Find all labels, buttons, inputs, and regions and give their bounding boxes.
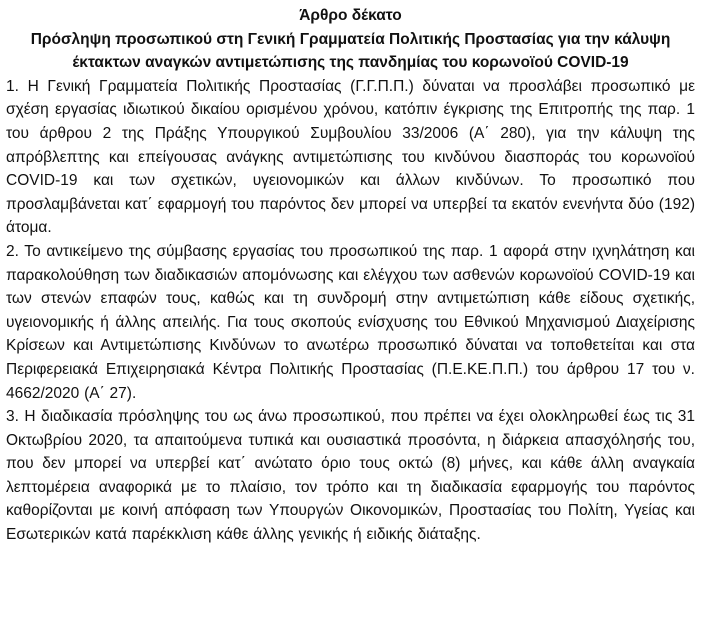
article-title: Πρόσληψη προσωπικού στη Γενική Γραμματεία Πολιτικής Προστασίας για την κάλυψη έκτακτων αναγκών αντιμετώπισης της πανδημίας του κορωνοϊού COVID-19 <box>30 30 671 72</box>
paragraph-3: 3. Η διαδικασία πρόσληψης του ως άνω προσωπικού, που πρέπει να έχει ολοκληρωθεί έως τις 31 Οκτωβρίου 2020, τα απαιτούμενα τυπικά και ουσιαστικά προσόντα, η διάρκεια απασχόλησής του, που δεν μπορεί να υπερβεί κατ΄ ανώτατο όριο τους οκτώ (8) μήνες, και κάθε άλλη αναγκαία λεπτομέρεια αναφορικά με το πλαίσιο, τον τρόπο και τη διαδικασία εφαρμογής του παρόντος καθορίζονται με κοινή απόφαση των Υπουργών Οικονομικών, Προστασίας του Πολίτη, Υγείας και Εσωτερικών κατά παρέκκλιση κάθε άλλης γενικής ή ειδικής διάταξης. <box>6 408 695 544</box>
article-number: Άρθρο δέκατο <box>299 7 402 24</box>
paragraph-1: 1. Η Γενική Γραμματεία Πολιτικής Προστασίας (Γ.Γ.Π.Π.) δύναται να προσλάβει προσωπικό με σχέση εργασίας ιδιωτικού δικαίου ορισμένου χρόνου, κατόπιν έγκρισης της Επιτροπής της παρ. 1 του άρθρου 2 της Πράξης Υπουργικού Συμβουλίου 33/2006 (Α΄ 280), για την κάλυψη της απρόβλεπτης και επείγουσας ανάγκης αντιμετώπισης του κινδύνου διασποράς του κορωνοϊού COVID-19 και των σχετικών, υγειονομικών και άλλων κινδύνων. Το προσωπικό που προσλαμβάνεται κατ΄ εφαρμογή του παρόντος δεν μπορεί να υπερβεί τα εκατόν ενενήντα δύο (192) άτομα. <box>6 77 695 237</box>
paragraph-2: 2. Το αντικείμενο της σύμβασης εργασίας του προσωπικού της παρ. 1 αφορά στην ιχνηλάτηση και παρακολούθηση των διαδικασιών απομόνωσης και ελέγχου των ασθενών κορωνοϊού COVID-19 και των στενών επαφών τους, καθώς και τη συνδρομή στην αντιμετώπιση κάθε είδους σχετικής, υγειονομικής ή άλλης απειλής. Για τους σκοπούς ενίσχυσης του Εθνικού Μηχανισμού Διαχείρισης Κρίσεων και Αντιμετώπισης Κινδύνων το ανωτέρω προσωπικό δύναται να τοποθετείται και στα Περιφερειακά Επιχειρησιακά Κέντρα Πολιτικής Προστασίας (Π.Ε.ΚΕ.Π.Π.) του άρθρου 17 του ν. 4662/2020 (Α΄ 27). <box>6 242 695 402</box>
